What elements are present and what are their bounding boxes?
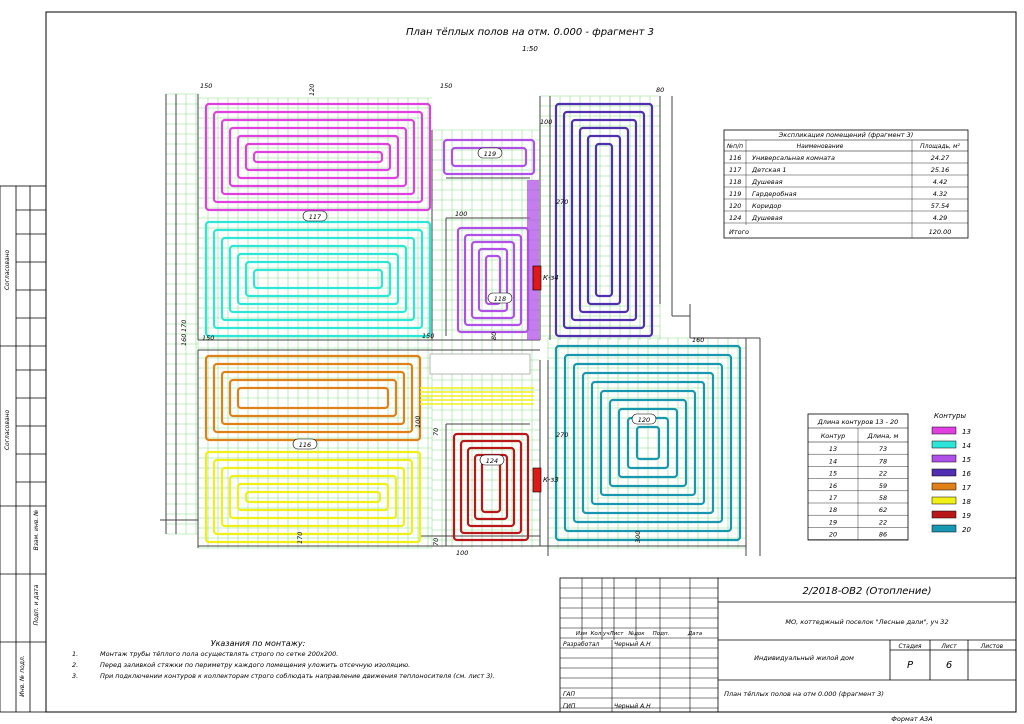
lengths-cell: 78 [878, 457, 888, 466]
room-label: 124 [485, 457, 499, 465]
legend-label: 18 [962, 498, 971, 506]
explication-cell: 120 [729, 202, 742, 210]
sheet-frame [46, 12, 1016, 712]
lengths-col-header: Длина, м [867, 432, 899, 440]
stamp-role: ГИП [563, 703, 576, 710]
stage-label: Стадия [898, 643, 922, 650]
drawing-title: План тёплых полов на отм. 0.000 - фрагмент 3 [405, 27, 655, 38]
loop-16-corridor [556, 104, 652, 336]
sheets-label: Листов [980, 643, 1004, 650]
dimension-value: 150 [440, 82, 453, 90]
legend-swatch [932, 525, 956, 532]
legend-swatch [932, 455, 956, 462]
legend-title: Контуры [934, 412, 967, 420]
legend-label: 16 [962, 470, 971, 478]
collector [533, 266, 541, 290]
legend-label: 17 [962, 484, 971, 492]
explication-cell: 117 [729, 166, 742, 174]
room-label: 117 [308, 213, 322, 221]
collector [533, 468, 541, 492]
explication-col-header: Площадь, м² [920, 143, 960, 150]
notes-title: Указания по монтажу: [210, 639, 306, 648]
explication-cell: Гардеробная [752, 190, 797, 198]
stamp-col-header: Изм [575, 631, 588, 637]
project-address: МО, коттеджный поселок "Лесные дали", уч 32 [785, 618, 949, 626]
note-text: При подключении контуров к коллекторам строго соблюдать направление движения теплоносителя (см. лист 3). [100, 672, 495, 680]
project-code: 2/2018-ОВ2 (Отопление) [802, 586, 932, 597]
lengths-title: Длина контуров 13 - 20 [817, 418, 899, 426]
explication-cell: 119 [729, 190, 742, 198]
explication-cell: 24.27 [930, 154, 950, 162]
legend-swatch [932, 427, 956, 434]
stamp-col-header: Кол.уч [590, 631, 610, 637]
sheet-label: Лист [941, 643, 957, 650]
side-stamp-label: Согласовано [4, 409, 11, 451]
lengths-cell: 15 [828, 469, 838, 478]
legend-label: 14 [962, 442, 971, 450]
side-stamp-label: Инв. № подл. [19, 655, 26, 697]
dimension-value: 170 [296, 531, 304, 544]
room-label: 119 [483, 150, 497, 158]
room-label: 120 [637, 416, 651, 424]
explication-col-header: Наименование [796, 143, 844, 150]
dimension-value: 100 [455, 210, 468, 218]
lengths-cell: 20 [828, 530, 838, 539]
note-text: Перед заливкой стяжки по периметру каждого помещения уложить отсечную изоляцию. [100, 661, 411, 669]
legend-swatch [932, 511, 956, 518]
side-stamp-label: Согласовано [4, 249, 11, 291]
side-stamp-label: Взам. инв. № [33, 509, 40, 551]
stamp-col-header: Дата [687, 631, 703, 637]
legend-label: 13 [962, 428, 971, 436]
building-name: Индивидуальный жилой дом [754, 654, 854, 662]
legend-swatch [932, 441, 956, 448]
explication-title: Экспликация помещений (фрагмент 3) [778, 131, 914, 139]
dimension-value: 150 [422, 332, 435, 340]
lengths-cell: 86 [878, 530, 888, 539]
explication-col-header: №п/п [726, 143, 744, 150]
explication-cell: 124 [729, 214, 742, 222]
room-label: 118 [493, 295, 507, 303]
explication-total-label: Итого [729, 228, 750, 236]
stamp-name: Черный А.Н [614, 703, 651, 710]
dimension-value: 70 [432, 427, 440, 436]
dimension-value: 120 [308, 83, 316, 96]
floor-grid [166, 94, 198, 534]
lengths-cell: 62 [878, 506, 888, 515]
sheet-format: Формат А3А [891, 715, 933, 723]
sheet-value: 6 [945, 660, 953, 671]
explication-cell: Коридор [752, 202, 782, 210]
legend-label: 15 [962, 456, 971, 464]
dimension-value: 160 [692, 336, 705, 344]
stage-value: Р [906, 660, 914, 671]
stamp-col-header: №док [628, 631, 645, 637]
explication-cell: 4.29 [932, 214, 948, 222]
dimension-value: 160 [180, 333, 188, 346]
legend-swatch [932, 483, 956, 490]
dimension-value: 150 [200, 82, 213, 90]
explication-total-value: 120.00 [928, 228, 952, 236]
stamp-role: ГАП [563, 691, 575, 698]
lengths-cell: 17 [828, 494, 838, 502]
dimension-value: 100 [540, 118, 553, 126]
dimension-value: 70 [432, 537, 440, 546]
legend-swatch [932, 497, 956, 504]
stamp-name: Черный А.Н [614, 641, 651, 648]
explication-cell: 4.42 [932, 178, 948, 186]
explication-cell: 25.16 [930, 166, 950, 174]
lengths-cell: 18 [828, 506, 838, 515]
explication-cell: Универсальная комната [752, 154, 835, 162]
lengths-col-header: Контур [820, 432, 846, 440]
lengths-cell: 14 [828, 457, 838, 466]
lengths-cell: 22 [878, 469, 888, 478]
dimension-value: 80 [656, 86, 665, 94]
floor-grid [432, 130, 540, 548]
side-stamp-label: Подп. и дата [33, 584, 40, 626]
dimension-value: 270 [556, 431, 569, 439]
feed-lines-lower [420, 388, 534, 404]
legend-label: 19 [962, 512, 971, 520]
explication-cell: 116 [729, 154, 742, 162]
lengths-cell: 59 [878, 481, 888, 490]
note-number: 2. [72, 661, 79, 669]
room-label: 116 [298, 441, 312, 449]
dimension-value: 300 [634, 530, 642, 543]
explication-cell: Душевая [752, 214, 783, 222]
explication-cell: Душевая [752, 178, 783, 186]
dimension-value: 170 [180, 319, 188, 332]
dimension-value: 100 [456, 549, 469, 557]
lengths-cell: 19 [828, 518, 838, 527]
lengths-cell: 13 [828, 445, 838, 454]
explication-cell: 4.32 [932, 190, 948, 198]
wall-opening [430, 354, 530, 374]
legend-label: 20 [962, 526, 971, 534]
explication-cell: Детская 1 [752, 166, 787, 174]
lengths-cell: 73 [878, 445, 888, 454]
floor-grid [548, 338, 746, 548]
note-text: Монтаж трубы тёплого пола осуществлять строго по сетке 200х200. [100, 650, 339, 658]
dimension-value: 80 [490, 331, 498, 340]
dimension-value: 270 [556, 198, 569, 206]
note-number: 3. [72, 672, 79, 680]
stamp-col-header: Лист [609, 631, 624, 637]
explication-cell: 118 [729, 178, 742, 186]
explication-cell: 57.54 [930, 202, 950, 210]
collector-label: К-з3 [543, 476, 559, 484]
legend-swatch [932, 469, 956, 476]
note-number: 1. [72, 650, 79, 658]
sheet-title: План тёплых полов на отм 0.000 (фрагмент 3) [724, 690, 884, 698]
stamp-role: Разработал [563, 641, 600, 648]
collector-label: К-з4 [543, 274, 559, 282]
lengths-cell: 58 [878, 494, 888, 502]
lengths-cell: 16 [828, 481, 838, 490]
lengths-cell: 22 [878, 518, 888, 527]
dimension-value: 100 [414, 415, 422, 428]
dimension-value: 150 [202, 334, 215, 342]
drawing-scale: 1:50 [522, 45, 538, 53]
stamp-col-header: Подп. [652, 631, 670, 637]
